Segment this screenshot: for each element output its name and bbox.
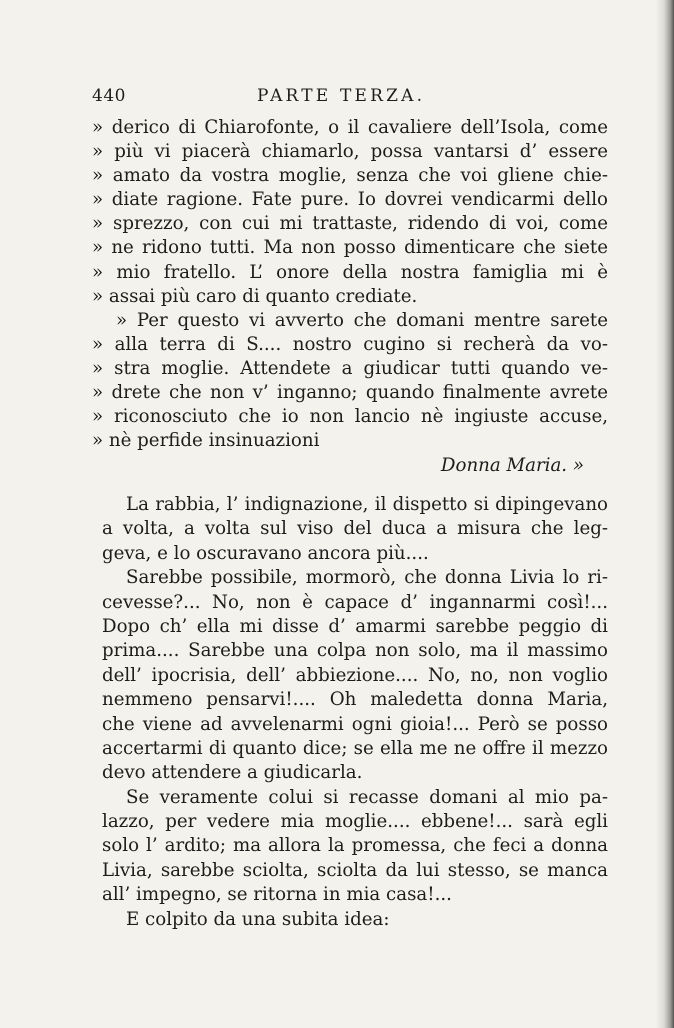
page-gutter-shadow (656, 0, 674, 1028)
letter-line: » nè perfide insinuazioni (92, 430, 320, 452)
page-number: 440 (92, 86, 126, 106)
narrative-line: prima.... Sarebbe una colpa non solo, ma il massimo (102, 640, 608, 662)
letter-block (92, 116, 608, 479)
letter-line: » derico di Chiarofonte, o il cavaliere dell’Isola, come (92, 117, 608, 138)
narrative-line: La rabbia, l’ indignazione, il dispetto si dipingevano (126, 494, 608, 515)
letter-line: » Per questo vi avverto che domani mentre sarete (116, 309, 608, 331)
letter-line: » sprezzo, con cui mi trattaste, ridendo di voi, come (92, 213, 608, 235)
narrative-line: Se veramente colui si recasse domani al mio pa- (126, 786, 608, 808)
letter-line: » amato da vostra moglie, senza che voi gliene chie- (92, 165, 608, 187)
narrative-line: dell’ ipocrisia, dell’ abbiezione.... No, no, non voglio (102, 664, 608, 686)
letter-line: » drete che non v’ inganno; quando finalmente avrete (92, 382, 608, 404)
narrative-line: Dopo ch’ ella mi disse d’ amarmi sarebbe peggio di (102, 615, 608, 637)
narrative-line: E colpito da una subita idea: (126, 908, 390, 930)
narrative-line: accertarmi di quanto dice; se ella me ne offre il mezzo (102, 737, 608, 759)
narrative-line: a volta, a volta sul viso del duca a misura che leg- (102, 518, 608, 540)
page-header (92, 86, 606, 110)
narrative-line: geva, e lo oscuravano ancora più.... (102, 542, 429, 564)
narrative-line: devo attendere a giudicarla. (102, 762, 363, 784)
narrative-line: cevesse?... No, non è capace d’ ingannarmi così!... (102, 591, 608, 613)
narrative-block (102, 493, 608, 932)
letter-line: » ne ridono tutti. Ma non posso dimenticare che siete (92, 237, 608, 259)
letter-line: » mio fratello. L’ onore della nostra famiglia mi è (92, 261, 608, 283)
letter-line: » riconosciuto che io non lancio nè ingiuste accuse, (92, 406, 608, 428)
letter-signature: Donna Maria. » (440, 455, 584, 477)
letter-line: » più vi piacerà chiamarlo, possa vantarsi d’ essere (92, 141, 608, 163)
narrative-line: nemmeno pensarvi!.... Oh maledetta donna Maria, (102, 689, 608, 711)
narrative-line: solo l’ ardito; ma allora la promessa, che feci a donna (102, 835, 608, 857)
narrative-line: Sarebbe possibile, mormorò, che donna Livia lo ri- (126, 567, 608, 589)
narrative-line: lazzo, per vedere mia moglie.... ebbene!... sarà egli (102, 811, 608, 833)
letter-line: » diate ragione. Fate pure. Io dovrei vendicarmi dello (92, 189, 608, 211)
letter-line: » stra moglie. Attendete a giudicar tutti quando ve- (92, 357, 608, 379)
running-title: PARTE TERZA. (257, 86, 426, 106)
letter-line: » assai più caro di quanto crediate. (92, 285, 418, 307)
narrative-line: che viene ad avvelenarmi ogni gioia!... Però se posso (102, 713, 608, 735)
narrative-line: all’ impegno, se ritorna in mia casa!... (102, 884, 452, 906)
narrative-line: Livia, sarebbe sciolta, sciolta da lui stesso, se manca (102, 859, 608, 881)
letter-line: » alla terra di S.... nostro cugino si recherà da vo- (92, 333, 608, 355)
